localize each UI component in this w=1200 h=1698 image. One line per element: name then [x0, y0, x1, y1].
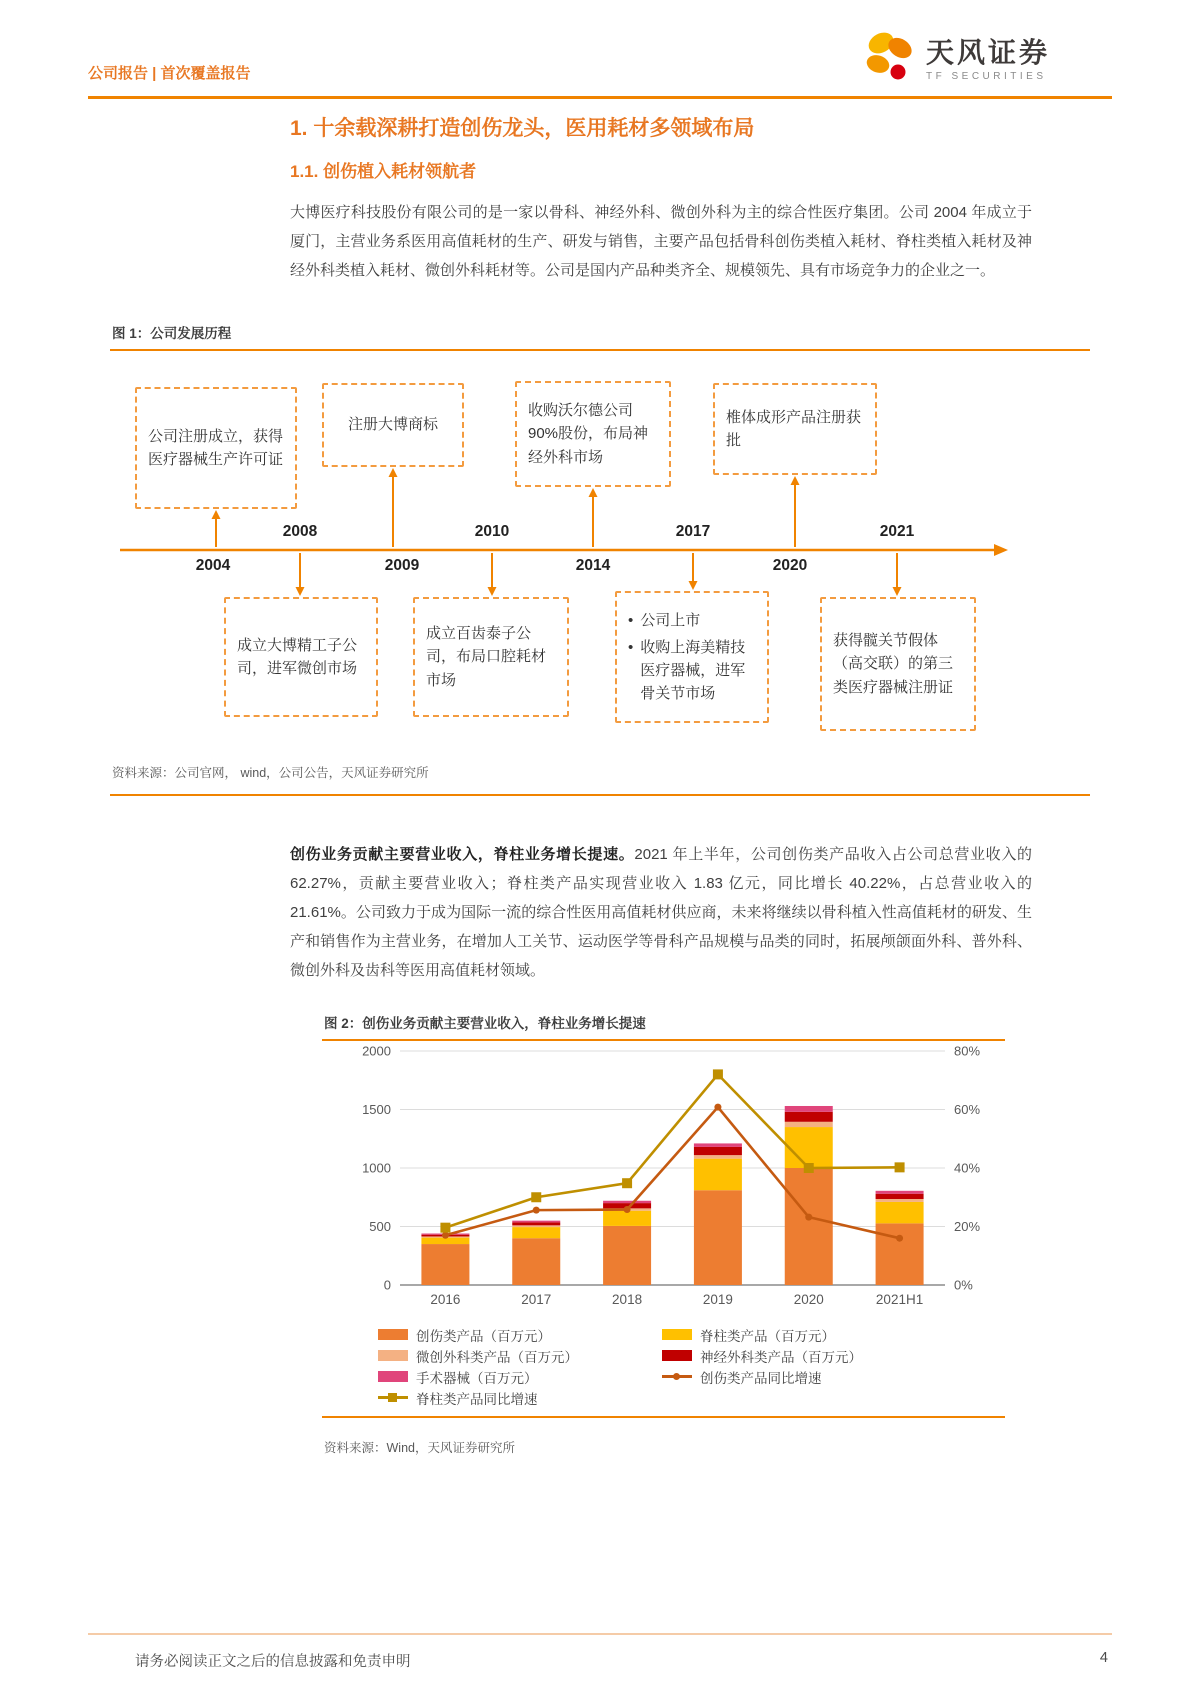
bar-segment [785, 1112, 833, 1122]
bar-segment [603, 1201, 651, 1203]
line-marker [805, 1214, 812, 1221]
y-left-tick: 500 [369, 1219, 391, 1234]
timeline-event-bullets [628, 609, 756, 706]
bar-segment [694, 1190, 742, 1285]
bar-segment [876, 1191, 924, 1194]
report-type-label: 公司报告 | 首次覆盖报告 [88, 65, 251, 82]
line-marker [624, 1206, 631, 1213]
timeline-event-text: 获得髋关节假体（高交联）的第三类医疗器械注册证 [833, 632, 954, 696]
paragraph-revenue-body: 2021 年上半年，公司创伤类产品收入占公司总营业收入的 62.27%，贡献主要营业收入；脊柱类产品实现营业收入 1.83 亿元，同比增长 40.22%，占总营业收入的 21.61%。公司致力于成为国际一流的综合性医用高值耗材供应商，未来将继续以骨科植入性高值耗材的研发、生产和销售作为主营业务，在增加人工关节、运动医学等骨科产品规模与品类的同时，拓展颅颌面外科、普外科、微创外科及齿科等医用高值耗材领域。 [290, 846, 1032, 979]
line-marker [531, 1192, 541, 1202]
bar-segment [512, 1221, 560, 1223]
legend-swatch-icon [378, 1350, 408, 1361]
legend-label: 手术器械（百万元） [416, 1370, 538, 1386]
line-marker [804, 1163, 814, 1173]
legend-label: 微创外科类产品（百万元） [416, 1349, 578, 1365]
brand-text [926, 37, 1050, 83]
timeline-bullet [628, 609, 756, 632]
figure2-source: 资料来源：Wind，天风证券研究所 [324, 1441, 515, 1455]
timeline-event-2014 [515, 381, 671, 487]
footer-disclaimer: 请务必阅读正文之后的信息披露和免责申明 [135, 1654, 411, 1670]
line-marker [533, 1207, 540, 1214]
y-right-tick: 20% [954, 1219, 981, 1234]
figure-revenue-chart [322, 1012, 1005, 1469]
timeline-diagram [110, 351, 1090, 755]
timeline-year-2008: 2008 [282, 523, 318, 540]
timeline-bullet-text: 收购上海美精技医疗器械，进军骨关节市场 [640, 638, 746, 703]
bar-segment [876, 1223, 924, 1285]
bar-segment [876, 1202, 924, 1223]
timeline-event-2021 [820, 597, 976, 731]
line-marker [896, 1235, 903, 1242]
subsection-title: 1.1. 创伤植入耗材领航者 [290, 162, 477, 181]
figure-company-history [110, 322, 1090, 796]
line-marker [714, 1104, 721, 1111]
legend-item [378, 1347, 662, 1364]
y-right-tick: 40% [954, 1160, 981, 1176]
brand-subtitle: TF SECURITIES [926, 70, 1047, 82]
section-title: 1. 十余载深耕打造创伤龙头，医用耗材多领域布局 [290, 117, 755, 140]
bar-segment [785, 1168, 833, 1285]
timeline-event-2008 [224, 597, 378, 717]
legend-item [378, 1368, 662, 1385]
bar-segment [876, 1194, 924, 1199]
timeline-event-2017 [615, 591, 769, 723]
y-left-tick: 2000 [362, 1043, 391, 1059]
page-number: 4 [1099, 1650, 1108, 1666]
bar-segment [512, 1225, 560, 1227]
y-left-tick: 0 [383, 1277, 391, 1293]
revenue-chart [322, 1041, 1005, 1418]
timeline-event-text: 成立大博精工子公司，进军微创市场 [237, 636, 358, 677]
bar-segment [785, 1122, 833, 1127]
line-marker [713, 1069, 723, 1079]
brand-logo [862, 28, 1050, 91]
brand-name: 天风证券 [926, 36, 1051, 68]
timeline-event-text: 收购沃尔德公司 90%股份，布局神经外科市场 [528, 402, 649, 466]
timeline-year-2014: 2014 [575, 557, 611, 574]
timeline-event-text: 成立百齿泰子公司，布局口腔耗材市场 [426, 625, 547, 689]
legend-item [378, 1326, 662, 1343]
legend-swatch-icon [662, 1350, 692, 1361]
legend-label: 脊柱类产品（百万元） [700, 1328, 835, 1344]
line-marker [622, 1178, 632, 1188]
legend-label: 神经外科类产品（百万元） [700, 1349, 862, 1365]
paragraph-revenue [290, 840, 1032, 985]
timeline-event-2004 [135, 387, 297, 509]
timeline-year-2017: 2017 [675, 523, 711, 540]
bullet-icon: • [628, 638, 634, 656]
legend-line-icon [662, 1371, 692, 1382]
legend-item [378, 1389, 662, 1406]
legend-label: 创伤类产品同比增速 [700, 1370, 822, 1386]
legend-label: 脊柱类产品同比增速 [416, 1391, 538, 1407]
line-marker [895, 1162, 905, 1172]
x-tick: 2017 [521, 1292, 552, 1307]
timeline-event-2010 [413, 597, 569, 717]
timeline-year-2020: 2020 [772, 557, 808, 574]
bar-segment [785, 1127, 833, 1168]
timeline-event-text: 椎体成形产品注册获批 [726, 408, 862, 449]
legend-line-icon [378, 1392, 408, 1403]
x-tick: 2020 [793, 1292, 824, 1307]
bar-segment [694, 1159, 742, 1191]
timeline-event-2009 [322, 383, 464, 467]
chart-legend [322, 1318, 1005, 1418]
timeline-year-2009: 2009 [384, 557, 420, 574]
timeline-year-2004: 2004 [195, 557, 231, 574]
stacked-bar-line-chart [322, 1041, 1005, 1313]
timeline-event-text: 注册大博商标 [347, 416, 438, 434]
figure1-source: 资料来源：公司官网， wind，公司公告，天风证券研究所 [110, 755, 1090, 796]
paragraph-revenue-lead: 创伤业务贡献主要营业收入，脊柱业务增长提速。 [290, 846, 635, 863]
bar-segment [694, 1147, 742, 1155]
bar-segment [876, 1199, 924, 1202]
footer-divider [88, 1633, 1112, 1635]
bar-segment [421, 1244, 469, 1285]
x-tick: 2019 [702, 1292, 733, 1307]
figure2-caption: 图 2：创伤业务贡献主要营业收入，脊柱业务增长提速 [322, 1012, 1005, 1041]
legend-item [662, 1347, 1005, 1364]
timeline-year-2021: 2021 [879, 523, 915, 540]
bar-segment [512, 1238, 560, 1285]
x-tick: 2018 [612, 1292, 643, 1307]
flower-logo-icon [862, 28, 916, 91]
line-marker [440, 1223, 450, 1233]
legend-swatch-icon [378, 1371, 408, 1382]
x-tick: 2021H1 [875, 1292, 924, 1307]
paragraph-company-intro: 大博医疗科技股份有限公司的是一家以骨科、神经外科、微创外科为主的综合性医疗集团。公司 2004 年成立于厦门，主营业务系医用高值耗材的生产、研发与销售，主要产品包括骨科创伤类植入耗材、脊柱类植入耗材及神经外科类植入耗材、微创外科耗材等。公司是国内产品种类齐全、规模领先、具有市场竞争力的企业之一。 [290, 204, 1032, 279]
legend-swatch-icon [662, 1329, 692, 1340]
timeline-bullet [628, 636, 756, 706]
bullet-icon: • [628, 611, 634, 629]
legend-swatch-icon [378, 1329, 408, 1340]
legend-item [662, 1368, 1005, 1385]
timeline-event-2020 [713, 383, 877, 475]
bar-segment [512, 1222, 560, 1225]
legend-item [662, 1326, 1005, 1343]
y-left-tick: 1500 [362, 1102, 391, 1117]
timeline-event-text: 公司注册成立，获得医疗器械生产许可证 [148, 427, 284, 468]
bar-segment [512, 1227, 560, 1238]
bar-segment [603, 1226, 651, 1285]
header-divider [88, 96, 1112, 99]
y-left-tick: 1000 [362, 1160, 391, 1176]
y-right-tick: 60% [954, 1102, 981, 1117]
legend-label: 创伤类产品（百万元） [416, 1328, 551, 1344]
bar-segment [785, 1106, 833, 1112]
figure1-caption: 图 1：公司发展历程 [110, 322, 1090, 351]
timeline-bullet-text: 公司上市 [640, 611, 701, 629]
x-tick: 2016 [430, 1292, 461, 1307]
y-right-tick: 80% [954, 1043, 981, 1059]
bar-segment [694, 1143, 742, 1147]
bar-segment [694, 1155, 742, 1159]
line-marker [442, 1232, 449, 1239]
y-right-tick: 0% [954, 1277, 973, 1293]
timeline-year-2010: 2010 [474, 523, 510, 540]
